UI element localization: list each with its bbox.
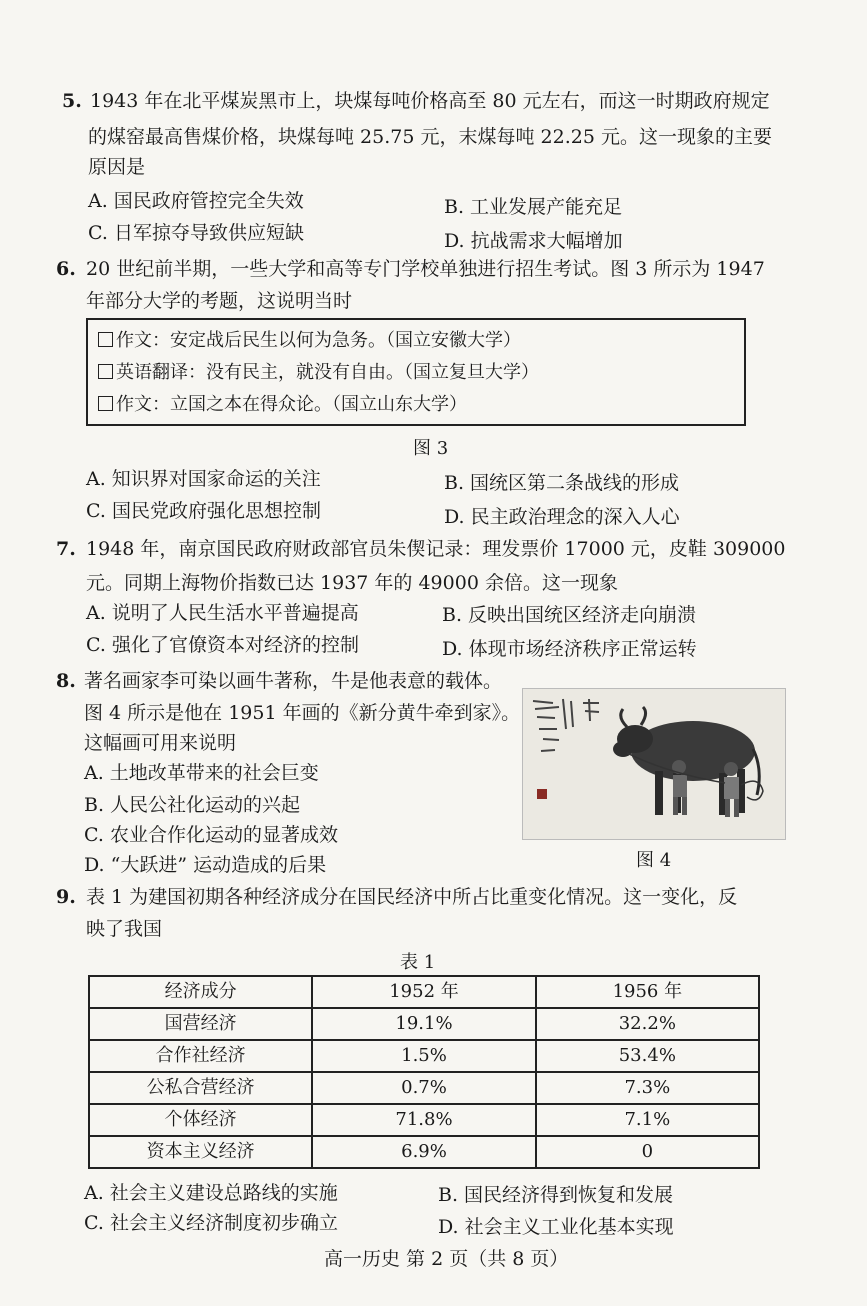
q7-number: 7. <box>56 538 76 560</box>
q9-option-b: B. 国民经济得到恢复和发展 <box>438 1184 674 1206</box>
table-cell: 7.1% <box>536 1104 759 1136</box>
q8-option-a: A. 土地改革带来的社会巨变 <box>84 762 319 784</box>
q5-stem-line2: 的煤窑最高售煤价格，块煤每吨 25.75 元，末煤每吨 22.25 元。这一现象的主要 <box>88 126 772 148</box>
checkbox-icon <box>98 396 113 411</box>
q6-stem-line2: 年部分大学的考题，这说明当时 <box>86 290 353 312</box>
table-cell: 个体经济 <box>89 1104 312 1136</box>
q7-option-b: B. 反映出国统区经济走向崩溃 <box>442 604 697 626</box>
q5-stem-line3: 原因是 <box>88 156 146 178</box>
q5-option-d: D. 抗战需求大幅增加 <box>444 230 623 252</box>
figure3-line-3: 作文：立国之本在得众论。（国立山东大学） <box>98 396 467 414</box>
figure3-caption: 图 3 <box>413 438 449 459</box>
q8-option-d: D. “大跃进” 运动造成的后果 <box>84 854 327 876</box>
table-row <box>89 1008 759 1040</box>
table-header-cell: 1956 年 <box>536 976 759 1008</box>
checkbox-icon <box>98 364 113 379</box>
figure3-exam-box <box>86 318 746 426</box>
q7-stem-line1: 1948 年，南京国民政府财政部官员朱偰记录：理发票价 17000 元，皮鞋 309000 <box>86 538 786 560</box>
q5-option-b: B. 工业发展产能充足 <box>444 196 623 218</box>
figure3-line-1: 作文：安定战后民生以何为急务。（国立安徽大学） <box>98 332 521 350</box>
table-row <box>89 1136 759 1168</box>
q5-option-c: C. 日军掠夺导致供应短缺 <box>88 222 304 244</box>
table-cell: 6.9% <box>312 1136 535 1168</box>
q9-number: 9. <box>56 886 76 908</box>
table-cell: 资本主义经济 <box>89 1136 312 1168</box>
q6-option-c: C. 国民党政府强化思想控制 <box>86 500 321 522</box>
table-cell: 公私合营经济 <box>89 1072 312 1104</box>
q6-option-a: A. 知识界对国家命运的关注 <box>86 468 321 490</box>
q9-stem-line1: 表 1 为建国初期各种经济成分在国民经济中所占比重变化情况。这一变化，反 <box>86 886 738 908</box>
table1-title: 表 1 <box>400 952 436 973</box>
figure4-painting <box>522 688 786 840</box>
q6-stem-line1: 20 世纪前半期，一些大学和高等专门学校单独进行招生考试。图 3 所示为 1947 <box>86 258 765 280</box>
table1-economy-shares <box>88 975 760 1169</box>
table-header-row <box>89 976 759 1008</box>
q7-option-d: D. 体现市场经济秩序正常运转 <box>442 638 697 660</box>
q9-option-c: C. 社会主义经济制度初步确立 <box>84 1212 338 1234</box>
q7-option-a: A. 说明了人民生活水平普遍提高 <box>86 602 359 624</box>
table-row <box>89 1040 759 1072</box>
q5-number: 5. <box>62 90 82 112</box>
q6-option-d: D. 民主政治理念的深入人心 <box>444 506 680 528</box>
table-cell: 0.7% <box>312 1072 535 1104</box>
q8-option-b: B. 人民公社化运动的兴起 <box>84 794 301 816</box>
q7-stem-line2: 元。同期上海物价指数已达 1937 年的 49000 余倍。这一现象 <box>86 572 618 594</box>
page-footer: 高一历史 第 2 页（共 8 页） <box>324 1248 569 1270</box>
table-cell: 53.4% <box>536 1040 759 1072</box>
table-cell: 7.3% <box>536 1072 759 1104</box>
figure3-line-2: 英语翻译：没有民主，就没有自由。（国立复旦大学） <box>98 364 539 382</box>
q6-option-b: B. 国统区第二条战线的形成 <box>444 472 680 494</box>
q6-number: 6. <box>56 258 76 280</box>
table-cell: 合作社经济 <box>89 1040 312 1072</box>
checkbox-icon <box>98 332 113 347</box>
q8-option-c: C. 农业合作化运动的显著成效 <box>84 824 338 846</box>
q5-stem-line1: 1943 年在北平煤炭黑市上，块煤每吨价格高至 80 元左右，而这一时期政府规定 <box>90 90 770 112</box>
q8-stem-line3: 这幅画可用来说明 <box>84 732 237 754</box>
q5-option-a: A. 国民政府管控完全失效 <box>88 190 304 212</box>
table-cell: 国营经济 <box>89 1008 312 1040</box>
q9-option-d: D. 社会主义工业化基本实现 <box>438 1216 674 1238</box>
figure4-caption: 图 4 <box>636 850 672 871</box>
q8-stem-line2: 图 4 所示是他在 1951 年画的《新分黄牛牵到家》。 <box>84 702 521 724</box>
table-cell: 71.8% <box>312 1104 535 1136</box>
ox-painting-illustration <box>523 689 785 839</box>
table-row <box>89 1104 759 1136</box>
table-row <box>89 1072 759 1104</box>
q9-stem-line2: 映了我国 <box>86 918 163 940</box>
q7-option-c: C. 强化了官僚资本对经济的控制 <box>86 634 359 656</box>
table-header-cell: 经济成分 <box>89 976 312 1008</box>
table-cell: 19.1% <box>312 1008 535 1040</box>
table-header-cell: 1952 年 <box>312 976 535 1008</box>
table-cell: 32.2% <box>536 1008 759 1040</box>
q9-option-a: A. 社会主义建设总路线的实施 <box>84 1182 338 1204</box>
q8-stem-line1: 著名画家李可染以画牛著称，牛是他表意的载体。 <box>84 670 503 692</box>
table-cell: 1.5% <box>312 1040 535 1072</box>
q8-number: 8. <box>56 670 76 692</box>
table-cell: 0 <box>536 1136 759 1168</box>
